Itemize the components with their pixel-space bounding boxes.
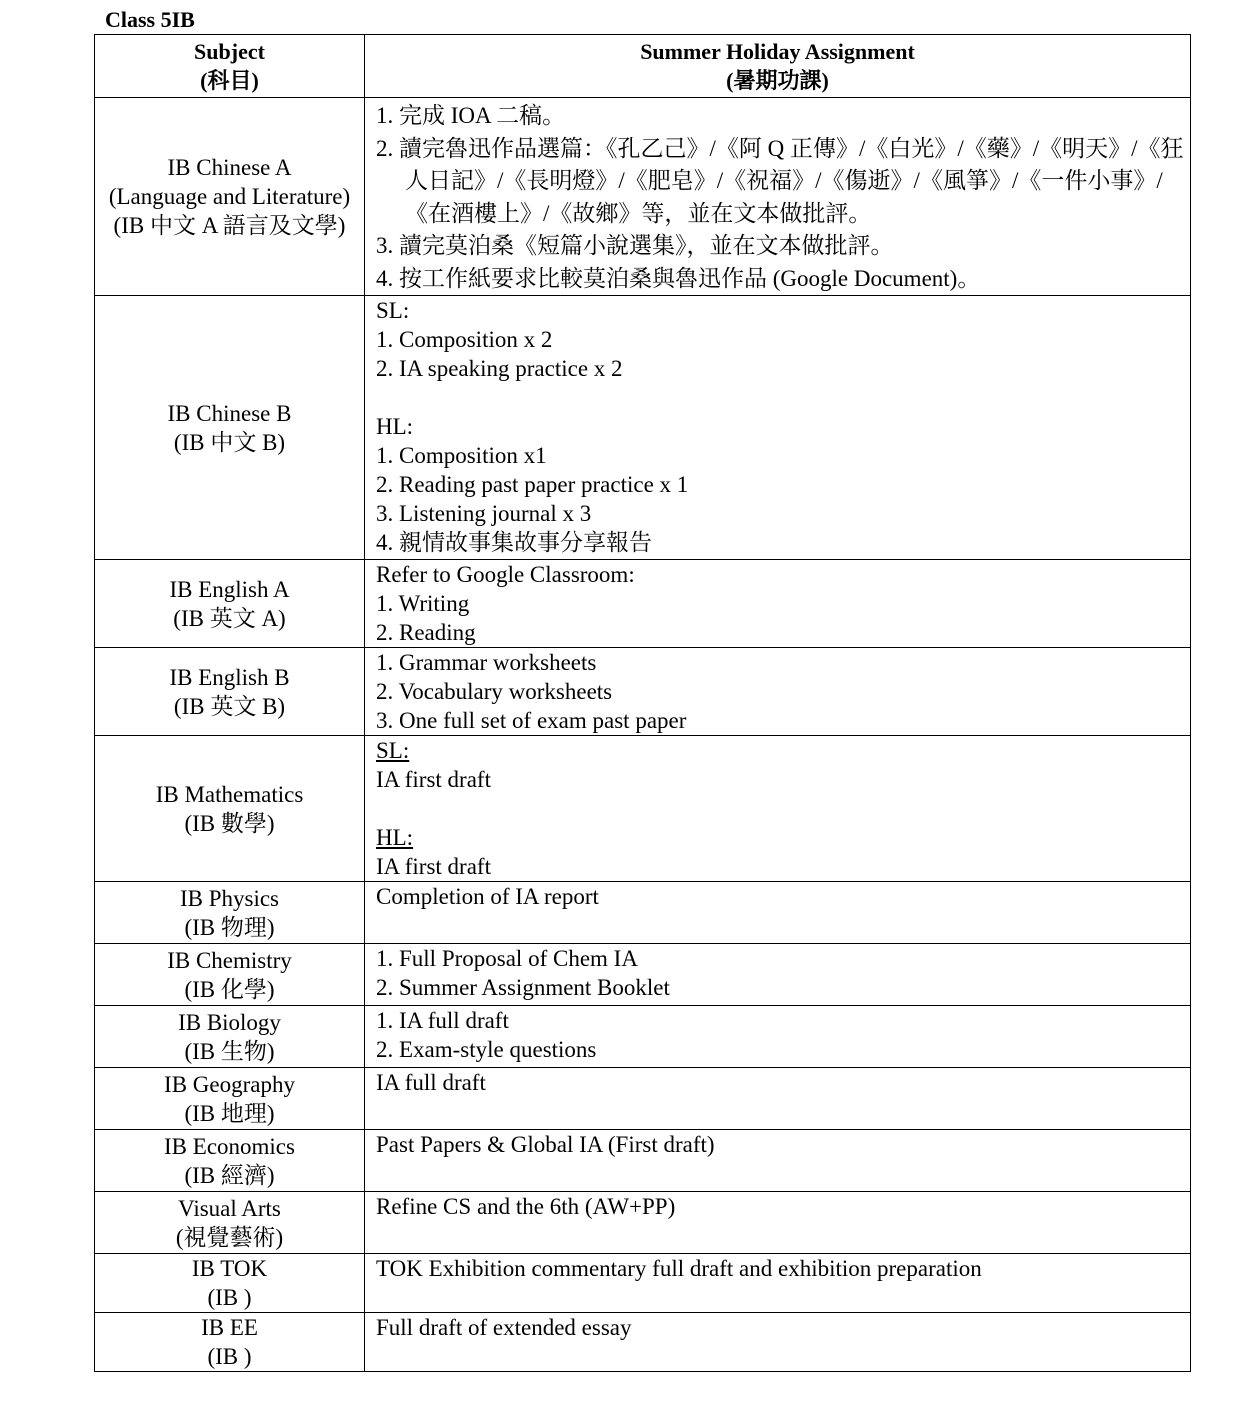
assignment-cell xyxy=(365,1254,1191,1313)
subject-name-zh: (視覺藝術) xyxy=(175,1224,284,1250)
subject-name: IB Economics xyxy=(164,1133,295,1159)
assignment-item: Refine CS and the 6th (AW+PP) xyxy=(376,1194,676,1219)
assignment-cell xyxy=(365,1313,1191,1372)
table-row-ee xyxy=(95,1313,1191,1372)
table-row-tok xyxy=(95,1254,1191,1313)
assignment-item: IA first draft xyxy=(376,767,491,792)
subject-name-zh: (IB 經濟) xyxy=(184,1162,275,1188)
assignment-item: 1. Composition x 2 xyxy=(376,327,553,352)
table-row-biology xyxy=(95,1006,1191,1068)
subject-cell xyxy=(95,1254,365,1313)
subject-name: IB Mathematics xyxy=(155,781,304,807)
assignment-item: 1. Composition x1 xyxy=(376,443,547,468)
assignment-item: 1. Grammar worksheets xyxy=(376,650,597,675)
assignment-cell xyxy=(365,1068,1191,1130)
subject-name: IB Geography xyxy=(164,1071,295,1097)
assignment-item: Refer to Google Classroom: xyxy=(376,562,635,587)
subject-name: IB English B xyxy=(169,664,290,690)
assignment-item: Completion of IA report xyxy=(376,884,599,909)
assignment-cell xyxy=(365,560,1191,648)
subject-name-zh: (IB 地理) xyxy=(184,1100,275,1126)
subject-name-zh: (IB ) xyxy=(207,1344,252,1369)
subject-name-zh: (IB 英文 A) xyxy=(173,605,286,631)
table-row-chemistry xyxy=(95,944,1191,1006)
assignment-item: 1. 完成 IOA 二稿。 xyxy=(376,103,566,128)
assignment-cell xyxy=(365,944,1191,1006)
subject-name: IB Chinese A xyxy=(167,155,292,180)
subject-name: Visual Arts xyxy=(178,1195,281,1221)
assignment-item: 3. One full set of exam past paper xyxy=(376,708,687,733)
subject-cell xyxy=(95,98,365,296)
assignment-column-header xyxy=(365,35,1191,98)
assignment-cell xyxy=(365,882,1191,944)
subject-cell xyxy=(95,560,365,648)
assignment-item: IA full draft xyxy=(376,1070,486,1095)
level-heading-hl: HL: xyxy=(376,825,414,850)
assignment-item: 2. Reading past paper practice x 1 xyxy=(376,472,689,497)
subject-name-zh: (IB 化學) xyxy=(184,976,275,1002)
table-row-visual-arts xyxy=(95,1192,1191,1254)
assignment-cell xyxy=(365,98,1191,296)
subject-cell xyxy=(95,882,365,944)
table-row-economics xyxy=(95,1130,1191,1192)
subject-name: IB TOK xyxy=(191,1256,268,1281)
assignment-item: Full draft of extended essay xyxy=(376,1315,632,1340)
table-row-chinese-a xyxy=(95,98,1191,296)
level-heading-sl: SL: xyxy=(376,738,410,763)
subject-name: IB Chinese B xyxy=(167,400,292,426)
table-row-physics xyxy=(95,882,1191,944)
subject-cell xyxy=(95,648,365,736)
subject-name: IB Biology xyxy=(178,1009,281,1035)
assignment-header-label: Summer Holiday Assignment xyxy=(640,39,915,64)
assignment-item: 2. Exam-style questions xyxy=(376,1037,597,1062)
subject-name-zh: (IB 物理) xyxy=(184,914,275,940)
assignment-item: SL: xyxy=(376,298,410,323)
subject-header-label: Subject xyxy=(194,39,265,64)
table-row-chinese-b xyxy=(95,296,1191,560)
subject-name: IB EE xyxy=(201,1315,258,1340)
subject-cell xyxy=(95,944,365,1006)
class-title: Class 5IB xyxy=(105,7,195,32)
assignment-item: HL: xyxy=(376,414,414,439)
spacer xyxy=(376,794,1190,823)
assignment-cell xyxy=(365,1130,1191,1192)
assignment-table xyxy=(94,34,1191,1372)
subject-cell xyxy=(95,1313,365,1372)
assignment-item: TOK Exhibition commentary full draft and exhibition preparation xyxy=(376,1256,982,1281)
subject-cell xyxy=(95,1130,365,1192)
table-row-english-b xyxy=(95,648,1191,736)
assignment-header-label-zh: (暑期功課) xyxy=(726,68,829,93)
table-row-mathematics xyxy=(95,736,1191,882)
subject-cell xyxy=(95,1068,365,1130)
assignment-item: 1. Writing xyxy=(376,591,470,616)
subject-header-label-zh: (科目) xyxy=(200,68,259,93)
assignment-item: 4. 親情故事集故事分享報告 xyxy=(376,530,652,555)
subject-name-zh: (IB ) xyxy=(207,1285,252,1310)
subject-name-zh: (IB 生物) xyxy=(184,1038,275,1064)
table-header-row xyxy=(95,35,1191,98)
subject-name-zh: (IB 數學) xyxy=(184,810,275,836)
assignment-item: Past Papers & Global IA (First draft) xyxy=(376,1132,715,1157)
subject-cell xyxy=(95,1192,365,1254)
assignment-item: 3. Listening journal x 3 xyxy=(376,501,592,526)
subject-column-header xyxy=(95,35,365,98)
assignment-cell xyxy=(365,648,1191,736)
subject-name-zh: (IB 英文 B) xyxy=(173,693,286,719)
table-row-geography xyxy=(95,1068,1191,1130)
subject-name-detail: (Language and Literature) xyxy=(108,184,351,209)
spacer xyxy=(376,383,1190,412)
assignment-item: 1. Full Proposal of Chem IA xyxy=(376,946,638,971)
assignment-item: 2. Summer Assignment Booklet xyxy=(376,975,670,1000)
assignment-item: 3. 讀完莫泊桑《短篇小說選集》，並在文本做批評。 xyxy=(376,233,894,258)
table-row-english-a xyxy=(95,560,1191,648)
subject-name: IB Physics xyxy=(179,885,280,911)
assignment-cell xyxy=(365,296,1191,560)
subject-cell xyxy=(95,736,365,882)
subject-cell xyxy=(95,1006,365,1068)
assignment-item: 1. IA full draft xyxy=(376,1008,509,1033)
assignment-item: 2. IA speaking practice x 2 xyxy=(376,356,623,381)
subject-name-zh: (IB 中文 A 語言及文學) xyxy=(113,213,346,238)
assignment-item: 4. 按工作紙要求比較莫泊桑與魯迅作品 (Google Document)。 xyxy=(376,265,981,291)
assignment-item: 2. Reading xyxy=(376,620,476,645)
assignment-item: 2. Vocabulary worksheets xyxy=(376,679,613,704)
assignment-cell xyxy=(365,1006,1191,1068)
subject-cell xyxy=(95,296,365,560)
assignment-item: 2. 讀完魯迅作品選篇：《孔乙己》/《阿 Q 正傳》/《白光》/《藥》/《明天》/《狂人日記》/《長明燈》/《肥皂》/《祝福》/《傷逝》/《風箏》/《一件小事》/《在酒樓上》/《故鄉》等，並在文本做批評。 xyxy=(376,135,1184,226)
assignment-cell xyxy=(365,1192,1191,1254)
subject-name: IB Chemistry xyxy=(167,947,292,973)
assignment-cell xyxy=(365,736,1191,882)
subject-name: IB English A xyxy=(169,576,290,602)
assignment-item: IA first draft xyxy=(376,854,491,879)
subject-name-zh: (IB 中文 B) xyxy=(173,429,286,455)
